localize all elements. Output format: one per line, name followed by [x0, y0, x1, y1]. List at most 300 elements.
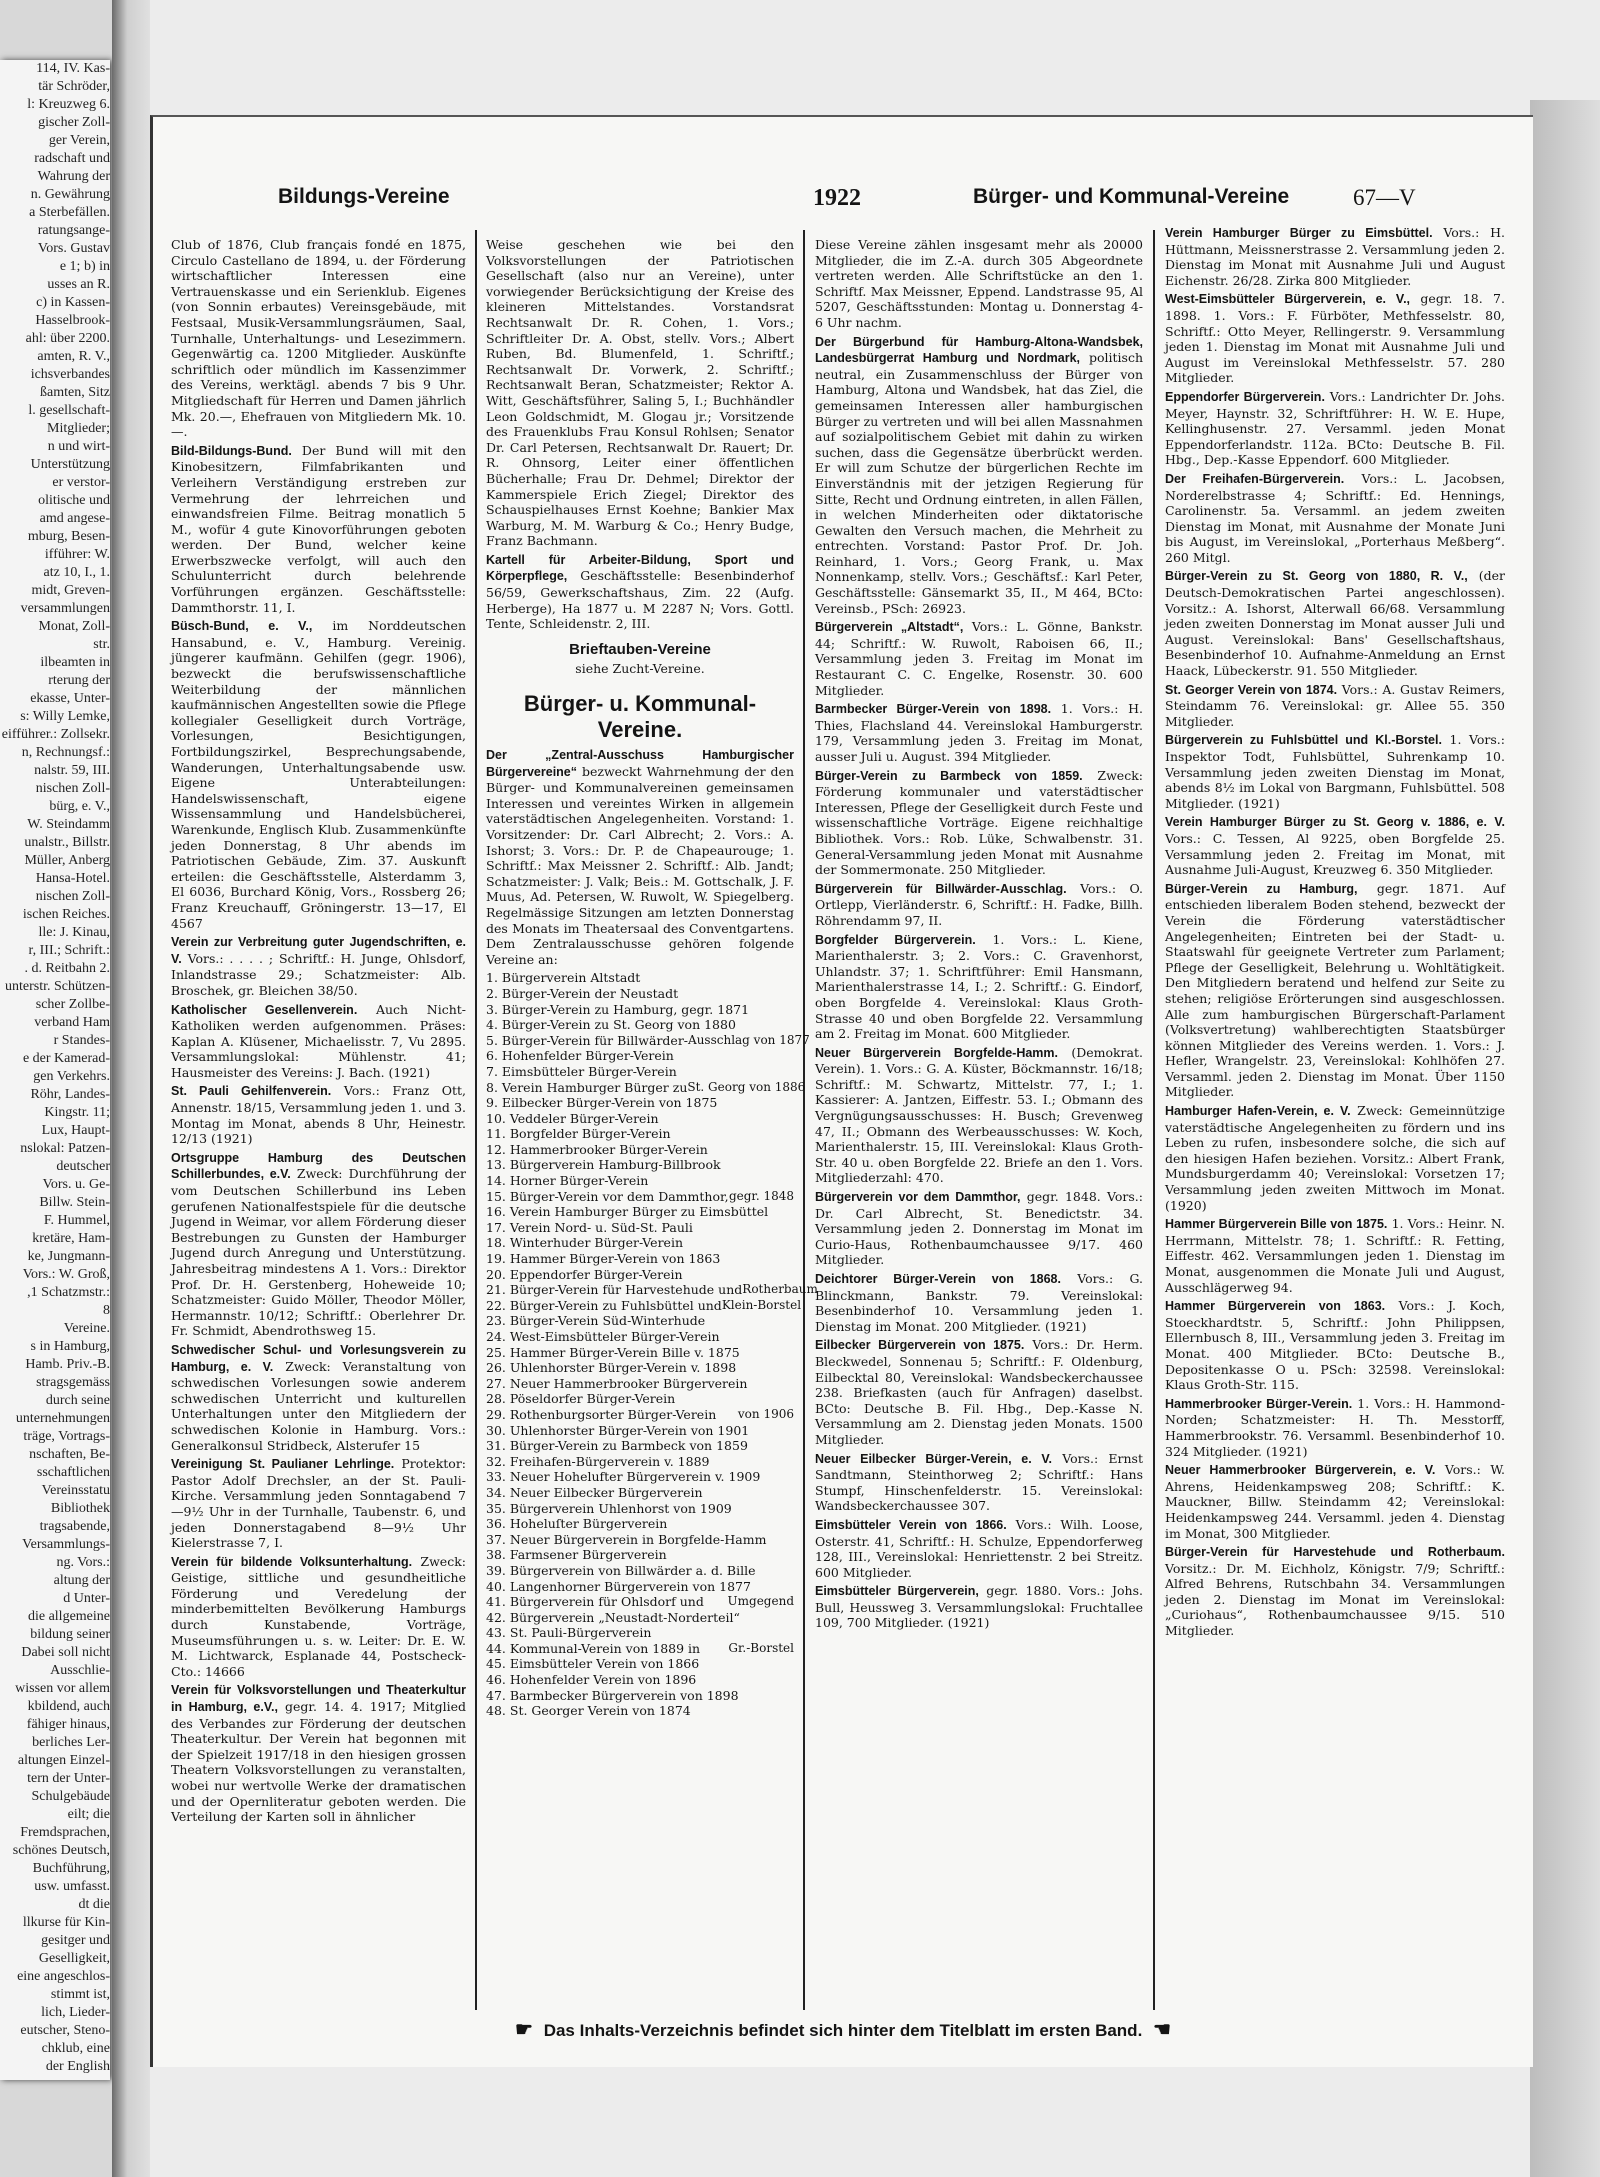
- list-name: Bürger-Verein für Harvestehude und: [509, 1282, 743, 1298]
- list-number: 30.: [486, 1422, 506, 1438]
- list-item: [486, 1407, 794, 1423]
- previous-page-line: Hamb. Priv.-B.: [25, 1357, 110, 1372]
- entry-name: Deichtorer Bürger-Verein von 1868.: [815, 1272, 1061, 1286]
- previous-page-line: nischen Zoll-: [35, 889, 110, 904]
- list-number: 21.: [486, 1282, 506, 1298]
- entry-text: Vors.: L. Gönne, Bankstr. 44; Schriftf.: W. Ruwolt, Raboisen 66, II.; Versammlung jeden 3. Freitag im Monat im Restaurant C. C. Engelke, Rosenstr. 30. 600 Mitglieder.: [815, 619, 1144, 698]
- continuation-text: [171, 237, 466, 440]
- previous-page-line: n. Gewährung: [30, 187, 110, 202]
- entry-name: Vereinigung St. Paulianer Lehrlinge.: [171, 1457, 395, 1472]
- entry-text: gegr. 18. 7. 1898. 1. Vors.: F. Fürböter, Methfesselstr. 80, Schriftf.: Otto Meyer, Rellingerstr. 9. Versammlung jeden 1. Dienstag im Monat mit Ausnahme Juli und August im Vereinslokal Methfesselstr. 57. 280 Mitglieder.: [1165, 291, 1505, 386]
- list-number: 29.: [486, 1406, 506, 1422]
- list-item: [486, 1656, 794, 1672]
- previous-page-fragment: [0, 60, 110, 2080]
- list-item-left: [486, 1376, 747, 1392]
- list-number: 27.: [486, 1375, 506, 1391]
- list-name: Horner Bürger-Verein: [509, 1173, 649, 1189]
- entry: [1165, 881, 1505, 1100]
- entry-text: Vors.: G. Blinckmann, Bankstr. 79. Vereinslokal: Besenbinderhof 10. Versammlung jeden 1. Dienstag im Monat. 200 Mitglieder. (1921): [815, 1271, 1144, 1334]
- previous-page-line: unterstr. Schützen-: [5, 979, 110, 994]
- entry: [815, 619, 1143, 698]
- list-name: Pöseldorfer Bürger-Verein: [509, 1391, 676, 1407]
- previous-page-line: berliches Ler-: [32, 1735, 110, 1750]
- list-number: 7.: [486, 1063, 498, 1079]
- list-item-left: [486, 1454, 710, 1470]
- previous-page-line: r, III.; Schrift.:: [28, 943, 110, 958]
- list-name: Hammer Bürger-Verein Bille v. 1875: [509, 1344, 740, 1360]
- list-number: 43.: [486, 1625, 506, 1641]
- entry-text: Vors.: Landrichter Dr. Johs. Meyer, Haynstr. 32, Schriftführer: H. W. E. Hupe, Kellinghusenstr. 27. Versamml. jeden Monat Eppendorferlandstr. 112a. BCto: Deutsche B. Fil. Hbg., Dep.-Kasse Eppendorf. 600 Mitglieder.: [1165, 388, 1505, 468]
- previous-page-line: Kingstr. 11;: [44, 1105, 110, 1120]
- list-item: [486, 1297, 802, 1314]
- list-item-left: [486, 1625, 651, 1641]
- previous-page-line: ,1 Schatzmstr.:: [27, 1285, 110, 1300]
- previous-page-line: ifführer: W.: [44, 547, 110, 562]
- list-number: 12.: [486, 1141, 506, 1157]
- entry-name: Bürgerverein für Billwärder-Ausschlag.: [815, 881, 1067, 896]
- list-item-left: [486, 1516, 667, 1532]
- previous-page-line: d Unter-: [63, 1591, 110, 1606]
- list-item: [486, 1610, 794, 1626]
- list-item-left: [486, 1282, 742, 1298]
- previous-page-line: mburg, Besen-: [27, 529, 110, 544]
- entry: [171, 1083, 466, 1146]
- entry-text: Vors.: L. Jacobsen, Norderelbstrasse 4; Schriftf.: Ed. Hennings, Carolinenstr. 5a. Versamml. an jedem zweiten Dienstag im Monat, mit Ausnahme der Monate Juni bis August, im Vereinslokal, „Porterhaus Meßberg“. 260 Mitgl.: [1165, 470, 1505, 565]
- previous-page-line: nschaften, Be-: [29, 1447, 110, 1462]
- list-item-left: [486, 1033, 688, 1049]
- entry: [1165, 1462, 1505, 1541]
- previous-page-line: träge, Vortrags-: [23, 1429, 110, 1444]
- book-gutter: [112, 0, 150, 2177]
- previous-page-line: er verstor-: [52, 475, 110, 490]
- list-item: [486, 1579, 794, 1595]
- list-item-left: [486, 986, 678, 1002]
- list-name: Bürger-Verein zu Hamburg, gegr. 1871: [501, 1001, 750, 1017]
- entry: [815, 1189, 1143, 1268]
- list-item-left: [486, 1345, 740, 1361]
- list-name: Bürgerverein für Ohlsdorf und: [509, 1594, 704, 1610]
- list-suffix: Rotherbaum: [742, 1282, 818, 1297]
- previous-page-line: amten, R. V.,: [37, 349, 110, 364]
- list-item-left: [486, 1002, 749, 1018]
- list-number: 4.: [486, 1017, 498, 1033]
- list-suffix: Umgegend: [727, 1594, 794, 1609]
- previous-page-line: W. Steindamm: [27, 817, 110, 832]
- entry-text: gegr. 1880. Vors.: Johs. Bull, Heussweg 3. Versammlungslokal: Fruchtallee 109, 700 Mitglieder. (1921): [815, 1583, 1143, 1631]
- previous-page-line: ng. Vors.:: [56, 1555, 110, 1570]
- entry: [815, 881, 1143, 929]
- list-number: 41.: [486, 1594, 506, 1610]
- list-item: [486, 1157, 794, 1173]
- list-item: [486, 1111, 794, 1127]
- entry-text: Vorsitz.: Dr. M. Eichholz, Königstr. 7/9; Schriftf.: Alfred Behrens, Rutschbahn 34. Versammlungen jeden 2. Dienstag im Monat im Vereinslokal: „Curiohaus“, Rothenbaumchaussee 9/15. 510 Mitglieder.: [1165, 1560, 1505, 1639]
- entry-text: (Demokrat. Verein). 1. Vors.: G. A. Küster, Böckmannstr. 16/18; Schriftf.: M. Schwartz, Mittelstr. 77, I.; 1. Kassierer: A. Jantzen, Eiffestr. 53. I.; Obmann des Vergnügungsausschusses: H. Busch; Grevenweg 47, II.; Obmann des Werbeausschusses: W. Koch, Marienthalerstr. 15, III. Vereinslokal: Klaus Groth-Str. 40 u. oben Borgfelde 22. Briefe an den 1. Vors. Mitgliederzahl: 470.: [815, 1044, 1143, 1186]
- previous-page-line: olitische und: [38, 493, 110, 508]
- previous-page-line: unternehmungen: [15, 1411, 110, 1426]
- list-name: Rothenburgsorter Bürger-Verein: [509, 1406, 717, 1422]
- entry: [171, 1002, 466, 1081]
- list-number: 22.: [486, 1297, 506, 1313]
- list-item: [486, 1672, 794, 1688]
- entry-name: Bürgerverein „Altstadt“,: [815, 620, 964, 635]
- list-number: 1.: [486, 970, 498, 986]
- entry-text: 1. Vors.: Heinr. N. Herrmann, Mittelstr. 78; 1. Schriftf.: R. Fetting, Eiffestr. 462. Versammlungen jeden 1. Dienstag im Monat, ausgenommen die Monate Juli und August, Ausschlägerweg 94.: [1165, 1216, 1505, 1295]
- column-2: [486, 237, 818, 1719]
- entry-name: Bürger-Verein zu Barmbeck von 1859.: [815, 768, 1083, 783]
- list-name: Neuer Bürgerverein in Borgfelde-Hamm: [509, 1531, 767, 1547]
- list-name: Bürger-Verein der Neustadt: [501, 985, 679, 1001]
- list-number: 44.: [486, 1640, 506, 1656]
- previous-page-line: c) in Kassen-: [36, 295, 110, 310]
- list-item: [486, 1189, 794, 1205]
- previous-page-line: F. Hummel,: [43, 1213, 110, 1228]
- entry-text: Zweck: Veranstaltung von schwedischen Vorlesungen sowie anderem schwedischen Unterricht und kulturellen Unterhaltungen unter den Mitgliedern der schwedischen Kolonie in Hamburg. Vors.: Generalkonsul Stridbeck, Alsterufer 15: [171, 1358, 466, 1453]
- list-number: 10.: [486, 1110, 506, 1126]
- section-title-buerger: Bürger- u. Kommunal-Vereine.: [523, 691, 757, 743]
- list-item-left: [486, 1703, 691, 1719]
- previous-page-line: radschaft und: [34, 151, 110, 166]
- previous-page-line: ichsverbandes: [30, 367, 110, 382]
- list-name: Bürgerverein Uhlenhorst von 1909: [509, 1500, 732, 1516]
- list-number: 39.: [486, 1562, 506, 1578]
- previous-page-line: unalstr., Billstr.: [24, 835, 110, 850]
- list-item-left: [486, 1235, 683, 1251]
- previous-page-line: stimmt ist,: [50, 1987, 110, 2002]
- entry-name: Eimsbütteler Verein von 1866.: [815, 1517, 1007, 1532]
- entry-name: Verein Hamburger Bürger zu St. Georg v. 1886, e. V.: [1165, 815, 1505, 830]
- list-name: Barmbecker Bürgerverein von 1898: [509, 1687, 739, 1703]
- entry-text: Auch Nicht-Katholiken werden aufgenommen. Präses: Kaplan A. Klüsener, Michaelisstr. 7, Vu 2895. Versammlungslokal: Mühlenstr. 41; Hausmeister des Vereins: J. Bach. (1921): [171, 1001, 466, 1080]
- previous-page-line: Vors. Gustav: [37, 241, 110, 256]
- previous-page-line: Vors.: W. Groß,: [22, 1267, 110, 1282]
- entry-text: Der Bund will mit den Kinobesitzern, Filmfabrikanten und Verleihern Verständigung erstreben zur Vermehrung der lehrreichen und einwandsfreien Filme. Beitrag monatlich 5 M., wofür 4 gute Kinovorführungen geboten werden. Der Bund, welcher keine Erwerbszwecke verfolgt, will auch den Schulunterricht durch belehrende Vorführungen ergänzen. Geschäftsstelle: Dammthorstr. 11, I.: [171, 442, 467, 615]
- entry: [815, 768, 1143, 878]
- previous-page-line: gischer Zoll-: [38, 115, 110, 130]
- entry: [815, 1271, 1143, 1334]
- list-number: 48.: [486, 1703, 506, 1719]
- previous-page-line: nalstr. 59, III.: [34, 763, 110, 778]
- list-name: Neuer Eilbecker Bürgerverein: [509, 1484, 703, 1500]
- list-name: Freihafen-Bürgerverein v. 1889: [509, 1453, 710, 1469]
- previous-page-line: gesitger und: [41, 1933, 110, 1948]
- entry-name: Verein zur Verbreitung guter Jugendschriften, e. V.: [171, 935, 466, 966]
- list-number: 2.: [486, 985, 498, 1001]
- previous-page-line: usw. umfasst.: [34, 1879, 110, 1894]
- list-item-left: [486, 1360, 736, 1376]
- previous-page-line: Wahrung der: [37, 169, 110, 184]
- previous-page-line: s in Hamburg,: [30, 1339, 110, 1354]
- entry: [1165, 291, 1505, 386]
- previous-page-line: e der Kamerad-: [22, 1051, 110, 1066]
- list-name: Veddeler Bürger-Verein: [509, 1110, 659, 1126]
- list-name: Bürger-Verein vor dem Dammthor,: [509, 1188, 729, 1204]
- scan-edge-right: [1530, 100, 1600, 2177]
- entry-name: Bürger-Verein für Harvestehude und Rotherbaum.: [1165, 1545, 1505, 1560]
- list-item-left: [486, 1563, 756, 1579]
- entry-name: Verein für Volksvorstellungen und Theaterkultur in Hamburg, e.V.,: [171, 1683, 466, 1715]
- previous-page-line: ilbeamten in: [40, 655, 110, 670]
- list-number: 6.: [486, 1048, 498, 1064]
- entry: [1165, 1298, 1505, 1393]
- previous-page-line: dt die: [78, 1897, 110, 1912]
- previous-page-line: midt, Greven-: [31, 583, 110, 598]
- entry-zentral-ausschuss: [486, 747, 794, 967]
- list-item-left: [486, 1157, 721, 1173]
- list-item: [486, 1313, 794, 1329]
- previous-page-line: eutscher, Steno-: [20, 2023, 110, 2038]
- entry-name: Der Freihafen-Bürgerverein.: [1165, 471, 1345, 486]
- member-list: [486, 970, 818, 1719]
- previous-page-line: kretäre, Ham-: [32, 1231, 110, 1246]
- list-name: Langenhorner Bürgerverein von 1877: [509, 1578, 751, 1594]
- previous-page-line: deutscher: [56, 1159, 110, 1174]
- previous-page-line: ratungsange-: [37, 223, 110, 238]
- entry: [1165, 1544, 1505, 1639]
- previous-page-line: ahl: über 2200.: [25, 331, 110, 346]
- previous-page-line: 8: [103, 1303, 110, 1318]
- list-number: 32.: [486, 1453, 506, 1469]
- list-item-left: [486, 1095, 717, 1111]
- previous-page-line: eilt; die: [67, 1807, 110, 1822]
- list-name: Bürger-Verein zu Barmbeck von 1859: [509, 1438, 748, 1454]
- previous-page-line: gen Verkehrs.: [33, 1069, 110, 1084]
- entry: [815, 1451, 1143, 1514]
- previous-page-line: Mitglieder;: [47, 421, 110, 436]
- entry-name: Hammerbrooker Bürger-Verein.: [1165, 1396, 1353, 1411]
- page-number: 67—V: [1353, 185, 1416, 210]
- entry: [171, 1150, 466, 1339]
- entry-text: Vors.: A. Gustav Reimers, Steindamm 76. Vereinslokal: gr. Allee 55. 350 Mitglieder.: [1165, 681, 1505, 729]
- list-name: Farmsener Bürgerverein: [509, 1547, 667, 1563]
- entry-name: Kartell für Arbeiter-Bildung, Sport und Körperpflege,: [486, 552, 794, 584]
- previous-page-line: ke, Jungmann-: [27, 1249, 110, 1264]
- page: [150, 115, 1533, 2067]
- header-section-title: Bürger- und Kommunal-Vereine: [973, 185, 1290, 208]
- list-name: Eilbecker Bürger-Verein von 1875: [501, 1095, 718, 1111]
- entry-name: Schwedischer Schul- und Vorlesungsverein zu Hamburg, e. V.: [171, 1342, 466, 1374]
- list-item-left: [486, 1610, 740, 1626]
- list-name: Winterhuder Bürger-Verein: [509, 1235, 683, 1251]
- list-name: Eimsbütteler Bürger-Verein: [501, 1063, 677, 1079]
- entry: [815, 932, 1143, 1042]
- entry-text: gegr. 1871. Auf entschieden liberalem Boden stehend, bezweckt der Verein die Förderung vaterstädtischer Angelegenheiten; Eintreten bei der Stadt- u. Staatswahl für geeignete Vertreter zum Parlament; Pflege der Geselligkeit, Belehrung u. Wohltätigkeit. Den Mitgliedern beratend und helfend zur Seite zu stehen; religiöse Erörterungen sind ausgeschlossen. Alle zum hamburgischen Bürgerschaft-Parlament (Volksvertretung) wahlberechtigten Staatsbürger können Mitglieder des Vereins werden. 1. Vors.: J. Hefler, Wrangelstr. 23, Vereinslokal: Kohlhöfen 27. Versamml. jeden 2. Dienstag im Monat. Über 1150 Mitglieder.: [1165, 880, 1505, 1100]
- list-item-left: [486, 1142, 708, 1158]
- list-item: [486, 1501, 794, 1517]
- list-number: 40.: [486, 1578, 506, 1594]
- list-item-left: [486, 1329, 720, 1345]
- previous-page-line: nslokal: Patzen-: [20, 1141, 110, 1156]
- entry: [171, 1456, 466, 1551]
- column-2-entries: [486, 237, 794, 632]
- list-name: Hohenfelder Verein von 1896: [509, 1672, 697, 1688]
- list-number: 26.: [486, 1360, 506, 1376]
- previous-page-line: fähiger hinaus,: [26, 1717, 110, 1732]
- section-title-brieftauben: Brieftauben-Vereine: [569, 640, 711, 658]
- list-item-left: [486, 1048, 674, 1064]
- list-item: [486, 1485, 794, 1501]
- previous-page-line: ßamten, Sitz: [40, 385, 110, 400]
- list-item-left: [486, 1688, 739, 1704]
- previous-page-line: altung der: [53, 1573, 110, 1588]
- list-number: 19.: [486, 1251, 506, 1267]
- entry-name: Ortsgruppe Hamburg des Deutschen Schillerbundes, e.V.: [171, 1150, 466, 1182]
- list-number: 14.: [486, 1173, 506, 1189]
- list-number: 36.: [486, 1516, 506, 1532]
- previous-page-line: Buchführung,: [32, 1861, 110, 1876]
- entry-text: Vors.: H. Hüttmann, Meissnerstrasse 2. Versammlung jeden 2. Dienstag im Monat mit Ausnahme Juli und August Eichenstr. 26/28. Zirka 800 Mitglieder.: [1165, 225, 1505, 288]
- previous-page-line: Hansa-Hotel.: [35, 871, 110, 886]
- column-1: [171, 237, 466, 1828]
- list-item-left: [486, 1641, 700, 1657]
- list-name: Eimsbütteler Verein von 1866: [509, 1656, 700, 1672]
- list-item: [486, 1547, 794, 1563]
- previous-page-line: a Sterbefällen.: [29, 205, 110, 220]
- list-item: [486, 1032, 810, 1049]
- entry-name: Hammer Bürgerverein von 1863.: [1165, 1299, 1386, 1314]
- list-number: 18.: [486, 1235, 506, 1251]
- list-suffix: gegr. 1848: [728, 1188, 794, 1203]
- header-year: 1922: [813, 185, 861, 211]
- header-left-title: Bildungs-Vereine: [278, 185, 450, 208]
- list-name: Verein Hamburger Bürger zu Eimsbüttel: [509, 1204, 769, 1220]
- list-suffix: Ausschlag von 1877: [688, 1032, 810, 1047]
- list-item-left: [486, 1423, 749, 1439]
- entry: [815, 1337, 1143, 1447]
- previous-page-line: schönes Deutsch,: [12, 1843, 110, 1858]
- list-item: [486, 1423, 794, 1439]
- entry: [171, 443, 466, 616]
- previous-page-line: str.: [93, 637, 110, 652]
- entry-name: Büsch-Bund, e. V.,: [171, 619, 313, 634]
- entry-name: Bürger-Verein zu St. Georg von 1880, R. V.,: [1165, 569, 1468, 584]
- list-name: Kommunal-Verein von 1889 in: [509, 1640, 701, 1656]
- entry: [171, 934, 466, 998]
- list-number: 23.: [486, 1313, 506, 1329]
- list-number: 20.: [486, 1266, 506, 1282]
- previous-page-line: verband Ham: [34, 1015, 110, 1030]
- list-item: [486, 1625, 794, 1641]
- previous-page-line: altungen Einzel-: [17, 1753, 110, 1768]
- list-item: [486, 1688, 794, 1704]
- list-number: 17.: [486, 1219, 506, 1235]
- entry-text: gegr. 1848. Vors.: Dr. Carl Albrecht, St. Benedictstr. 34. Versammlung jeden 2. Donnerstag im Monat im Curio-Haus, Rothenbaumchaussee 9/17. 460 Mitglieder.: [815, 1189, 1143, 1268]
- previous-page-line: usses an R.: [47, 277, 110, 292]
- list-number: 24.: [486, 1329, 506, 1344]
- entry-text: Zweck: Durchführung der vom Deutschen Schillerbund ins Leben gerufenen Nationalfestspiele für die deutsche Jugend in Weimar, vor allem Förderung dieser Bestrebungen zu Gunsten der Hamburger Jugend durch Anregung und Unterstützung. Jahresbeitrag mindestens A 1. Vors.: Direktor Prof. Dr. H. Gerstenberg, Hoheweide 10; Schatzmeister: Guido Möller, Theodor Möller, Hermannstr. 10/12; Schriftf.: Oberlehrer Dr. Fr. Schmidt, Abendrothsweg 15.: [171, 1166, 467, 1339]
- previous-page-line: tär Schröder,: [38, 79, 110, 94]
- entry-name: West-Eimsbütteler Bürgerverein, e. V.,: [1165, 292, 1411, 307]
- entry-text: (der Deutsch-Demokratischen Partei angeschlossen). Vorsitz.: A. Ishorst, Alterwall 66/68. Versammlung jeden zweiten Donnerstag im Monat ausser Juli und August. Vereinslokal: Bans' Gesellschaftshaus, Besenbinderhof 10. Aufnahme-Anmeldung an Ernst Haack, Lübeckerstr. 91. 550 Mitglieder.: [1165, 568, 1505, 679]
- list-item: [486, 1220, 794, 1236]
- list-item-left: [486, 970, 640, 986]
- entry-name: Neuer Hammerbrooker Bürgerverein, e. V.: [1165, 1463, 1436, 1478]
- list-name: Bürgerverein Hamburg-Billbrook: [509, 1157, 721, 1173]
- footer-note: [153, 2017, 1533, 2042]
- list-item: [486, 970, 794, 986]
- list-number: 42.: [486, 1609, 506, 1625]
- entry: [1165, 1103, 1505, 1213]
- list-name: Bürger-Verein zu Fuhlsbüttel und: [509, 1297, 722, 1313]
- entry-text: politisch neutral, ein Zusammenschluss der Bürger von Hamburg, Altona und Wandsbek, hat das Ziel, die gemeinsamen Interessen aller hamburgischen Bürger zu vertreten und will bei allen Massnahmen auf sozialpolitischem Gebiet mit dahin zu wirken suchen, dass die Gegensätze überbrückt werden. Er will zum Schutze der bürgerlichen Rechte im Einverständnis mit der jetzigen Regierung für Sitte, Recht und Ordnung eintreten, in allen Fällen, in welchen Minderheiten oder diktatorische Gewalten den Versuch machen, die Mehrheit zu entrechten. Vorstand: Pastor Prof. Dr. Joh. Reinhard, 1. Vors.; Georg Frank, u. Max Nonnenkamp, stellv. Vors.; Geschäftsf.: Karl Peter, Geschäftsstelle: Gänsemarkt 35, II., M 464, BCto: Vereinsb., PSch: 26923.: [815, 350, 1143, 616]
- previous-page-line: rterung der: [48, 673, 110, 688]
- column-rule: [475, 230, 477, 2010]
- list-name: Bürgerverein Altstadt: [501, 970, 641, 986]
- list-item: [486, 1079, 806, 1096]
- entry-name: Barmbecker Bürger-Verein von 1898.: [815, 702, 1052, 717]
- list-item: [486, 1267, 794, 1283]
- list-item: [486, 1002, 794, 1018]
- entry-text: Vors.: J. Koch, Stoeckhardtstr. 5, Schriftf.: John Philippsen, Ellernbusch 8, III., Versammlung jeden 3. Freitag im Monat. 400 Mitglieder. BCto: Deutsche B., Depositenkasse O u. PSch: 32598. Vereinslokal: Klaus Groth-Str. 115.: [1165, 1298, 1505, 1393]
- previous-page-line: Versammlungs-: [22, 1537, 110, 1552]
- list-item: [486, 1345, 794, 1361]
- entry-name: Eppendorfer Bürgerverein.: [1165, 389, 1325, 404]
- previous-page-line: atz 10, I., 1.: [43, 565, 110, 580]
- pointing-hand-icon: ☛: [1153, 2019, 1171, 2041]
- previous-page-line: scher Zollbe-: [35, 997, 110, 1012]
- entry-name: Hammer Bürgerverein Bille von 1875.: [1165, 1217, 1388, 1232]
- list-name: Uhlenhorster Bürger-Verein von 1901: [509, 1422, 750, 1438]
- list-item: [486, 1126, 794, 1142]
- list-number: 11.: [486, 1126, 506, 1142]
- list-item-left: [486, 1407, 716, 1423]
- previous-page-line: n, Rechnungsf.:: [21, 745, 110, 760]
- list-item-left: [486, 1189, 729, 1205]
- list-item: [486, 1703, 794, 1719]
- previous-page-line: ger Verein,: [48, 133, 110, 148]
- list-item: [486, 1469, 794, 1485]
- previous-page-line: tragsabende,: [39, 1519, 110, 1534]
- previous-page-line: lle: J. Kinau,: [38, 925, 110, 940]
- list-number: 38.: [486, 1547, 506, 1563]
- list-item: [486, 1235, 794, 1251]
- continuation-text: [486, 237, 794, 549]
- list-item-left: [486, 1251, 720, 1267]
- list-number: 15.: [486, 1188, 506, 1204]
- list-item-left: [486, 1547, 667, 1563]
- entry-text: Zweck: Förderung kommunaler und vaterstädtischer Interessen, Pflege der Geselligkeit durch Feste und wissenschaftliche Vorträge. Eigene reichhaltige Bibliothek. Vors.: Rob. Lüke, Schwalbenstr. 31. General-Versammlung jeden Monat mit Ausnahme der Sommermonate. 250 Mitglieder.: [815, 767, 1143, 878]
- list-name: Hohenfelder Bürger-Verein: [501, 1048, 674, 1064]
- list-item-left: [486, 1126, 671, 1142]
- entry: [815, 1517, 1143, 1580]
- list-item: [486, 986, 794, 1002]
- list-name: Verein Nord- u. Süd-St. Pauli: [509, 1219, 693, 1235]
- previous-page-line: ischen Reiches.: [22, 907, 110, 922]
- entry: [171, 1342, 466, 1453]
- column-3: [815, 237, 1143, 1634]
- previous-page-line: eifführer.: Zollsekr.: [1, 727, 110, 742]
- list-number: 33.: [486, 1469, 506, 1485]
- list-item: [486, 1360, 794, 1376]
- entry-name: St. Pauli Gehilfenverein.: [171, 1084, 332, 1099]
- entry: [1165, 1216, 1505, 1295]
- list-number: 37.: [486, 1531, 506, 1547]
- list-number: 16.: [486, 1204, 506, 1220]
- entry-text: Zweck: Gemeinnützige vaterstädtische Angelegenheiten zu fördern und ins Leben zu rufen, insbesondere solche, die sich auf den hiesigen Hafen beziehen. Vorsitz.: Albert Frank, Mundsburgerdamm 40; Vereinslokal: Vorsetzen 17; Versammlung jeden zweiten Mittwoch im Monat. (1920): [1165, 1103, 1505, 1213]
- entry-text: Geschäftsstelle: Besenbinderhof 56/59, Gewerkschaftshaus, Zim. 22 (Aufg. Herberge), Ha 1877 u. M 2287 N; Vors. Gottl. Tente, Schleidenstr. 2, III.: [486, 568, 794, 632]
- entry: [1165, 225, 1505, 288]
- entry-text: Diese Vereine zählen insgesamt mehr als 20000 Mitglieder, die im Z.-A. durch 305 Abgeordnete vertreten werden. Alle Schriftstücke an den 1. Schriftf. Max Meissner, Eppend. Landstrasse 95, Al 5207, Geschäftsstunden: Montag u. Donnerstag 4-6 Uhr nachm.: [815, 237, 1143, 330]
- list-suffix: Klein-Borstel: [721, 1297, 802, 1312]
- entry-name: Eimsbütteler Bürgerverein,: [815, 1584, 979, 1599]
- list-name: Eppendorfer Bürger-Verein: [509, 1266, 683, 1282]
- list-name: Uhlenhorster Bürger-Verein v. 1898: [509, 1360, 737, 1376]
- entry: [1165, 814, 1505, 877]
- list-number: 46.: [486, 1672, 506, 1688]
- list-name: Borgfelder Bürger-Verein: [509, 1126, 671, 1142]
- list-name: Bürgerverein „Neustadt-Norderteil“: [509, 1609, 740, 1625]
- list-item: [486, 1095, 794, 1111]
- entry-text: Vors.: Wilh. Loose, Osterstr. 41, Schriftf.: H. Schulze, Eppendorferweg 128, III., Vereinslokal: Henriettenstr. 2 bei Streitz. 600 Mitglieder.: [815, 1516, 1143, 1580]
